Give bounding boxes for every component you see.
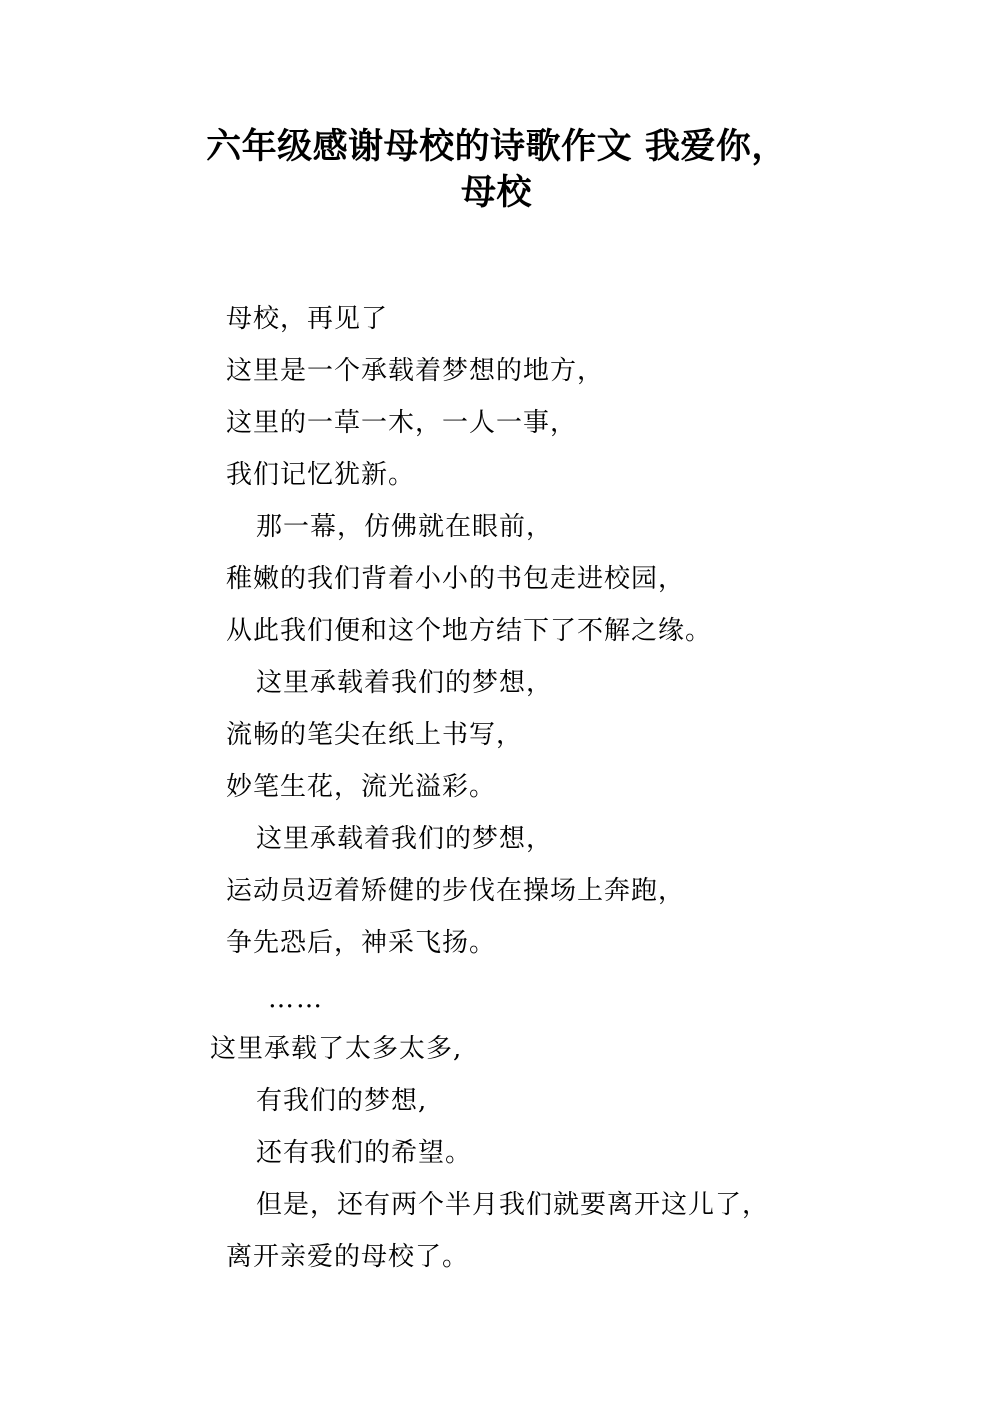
poem-line: 运动员迈着矫健的步伐在操场上奔跑， [226,876,686,906]
poem-line: 稚嫩的我们背着小小的书包走进校园， [226,564,686,594]
poem-line: 但是，还有两个半月我们就要离开这儿了， [256,1190,770,1220]
poem-line: 离开亲爱的母校了。 [226,1242,470,1272]
poem-line: 还有我们的希望。 [256,1138,473,1168]
document-title [120,124,873,216]
poem-line: 母校，再见了 [226,304,389,334]
poem-line: 这里承载了太多太多, [210,1034,463,1064]
poem-line: 流畅的笔尖在纸上书写， [226,720,524,750]
poem-line: 争先恐后，神采飞扬。 [226,928,497,958]
poem-line: 那一幕，仿佛就在眼前， [256,512,554,542]
poem-ellipsis: …… [268,984,324,1014]
poem-line: 这里承载着我们的梦想， [256,668,554,698]
poem-line: 有我们的梦想, [256,1086,428,1116]
title-line-1: 六年级感谢母校的诗歌作文 我爱你， [206,127,787,167]
poem-line: 妙笔生花，流光溢彩。 [226,772,497,802]
poem-line: 从此我们便和这个地方结下了不解之缘。 [226,616,713,646]
poem-line: 我们记忆犹新。 [226,460,416,490]
poem-line: 这里是一个承载着梦想的地方， [226,356,605,386]
poem-line: 这里的一草一木，一人一事， [226,408,578,438]
poem-line: 这里承载着我们的梦想， [256,824,554,854]
title-line-2: 母校 [460,173,532,213]
